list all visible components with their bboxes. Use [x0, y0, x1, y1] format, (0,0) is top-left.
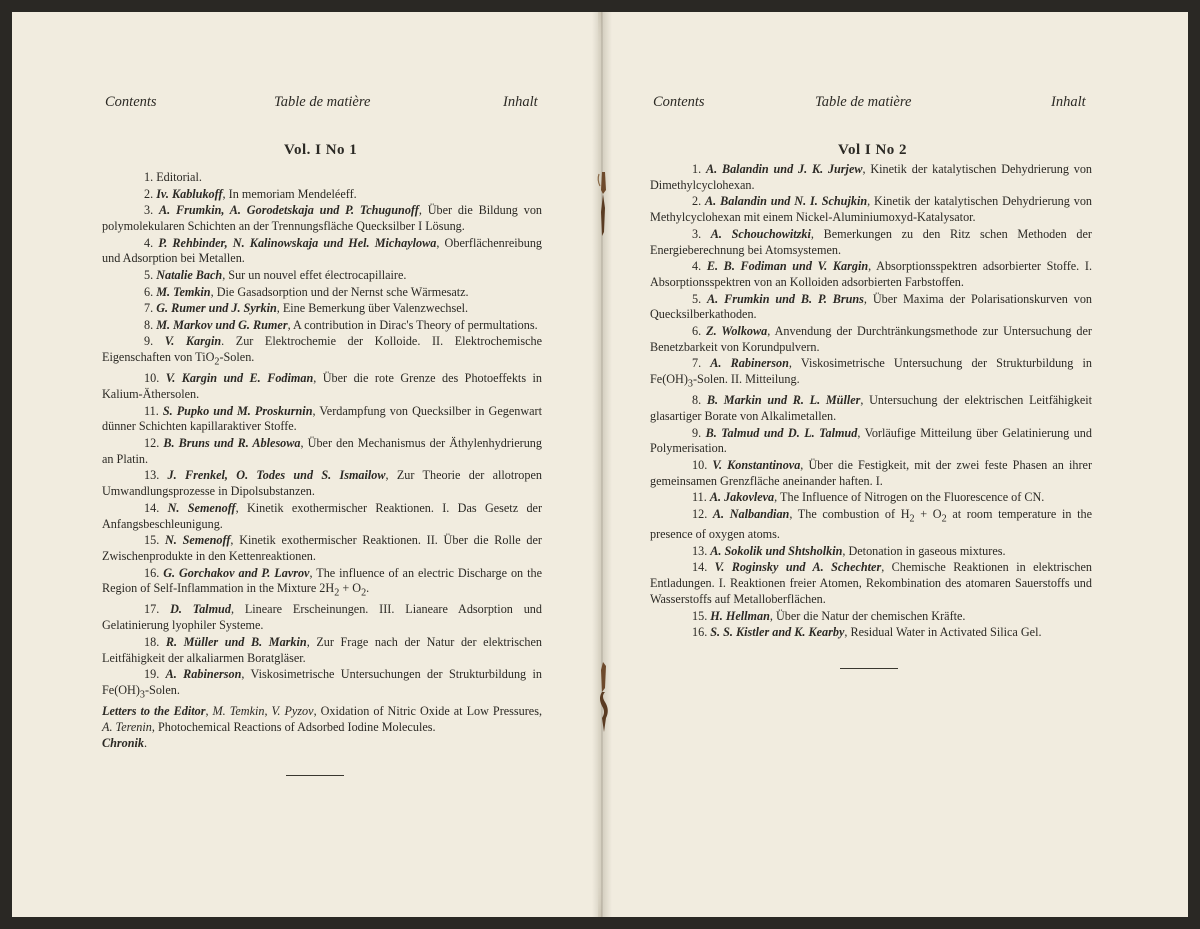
left-toc-entry: 8. M. Markov und G. Rumer, A contribution in Dirac's Theory of permultations. [144, 317, 538, 332]
right-toc-entry: 12. A. Nalbandian, The combustion of $H_2 + O_2$ at room temperature in the presence of oxygen atoms. [650, 506, 1093, 542]
right-toc-entry: 8. B. Markin und R. L. Müller, Untersuchung der elektrischen Leitfähigkeit glasartiger Borate von Alkalimetallen. [650, 393, 1093, 423]
left-header [12, 94, 598, 114]
right-toc-entry: 5. A. Frumkin und B. P. Bruns, Über Maxima der Polarisationskurven von Quecksilberkathoden. [650, 291, 1093, 322]
binding-gutter [592, 12, 612, 917]
right-toc-entry: 9. B. Talmud und D. L. Talmud, Vorläufige Mitteilung über Gelatinierung und Polymerisation. [650, 425, 1092, 456]
right-toc-entry: 10. V. Konstantinova, Über die Festigkeit, mit der zwei feste Phasen an ihrer gemeinsamen Grenzfläche aneinander haften. I. [650, 457, 1093, 488]
left-toc-entry: 17. D. Talmud, Lineare Erscheinungen. III. Lianeare Adsorption und Gelatinierung lyophiler Systeme. [102, 602, 542, 633]
left-page [12, 12, 598, 917]
left-toc-entry: 10. V. Kargin und E. Fodiman, Über die rote Grenze des Photoeffekts in Kalium-Äthersolen. [102, 371, 542, 401]
left-toc-entry: Letters to the Editor, M. Temkin, V. Pyzov, Oxidation of Nitric Oxide at Low Pressures, A. Terenin, Photochemical Reactions of Adsorbed Iodine Molecules. [102, 703, 543, 734]
staple-top-icon [596, 172, 612, 242]
left-toc-entry: Chronik. [102, 736, 148, 751]
right-toc [650, 162, 1092, 642]
right-header [602, 94, 1188, 114]
right-toc-entry: 3. A. Schouchowitzki, Bemerkungen zu den Ritz schen Methoden der Energieberechnung bei Atomsystemen. [650, 226, 1092, 257]
right-header-table-de-matiere: Table de matière [815, 94, 912, 110]
left-toc-entry: 3. A. Frumkin, A. Gorodetskaja und P. Tchugunoff, Über die Bildung von polymolekularen Schichten an der Trennungsfläche Quecksilber I Lösung. [102, 203, 543, 233]
left-toc-entry: 16. G. Gorchakov and P. Lavrov, The influence of an electric Discharge on the Region of Self-Inflammation in the Mixture $2H_2 + O_2$. [102, 565, 542, 599]
right-toc-entry: 6. Z. Wolkowa, Anvendung der Durchtränkungsmethode zur Untersuchung der Benetzbarkeit von Korundpulvern. [650, 323, 1092, 354]
left-toc-entry: 15. N. Semenoff, Kinetik exothermischer Reaktionen. II. Über die Rolle der Zwischenprodukte in den Kettenreaktionen. [102, 533, 542, 563]
left-toc-entry: 9. V. Kargin. Zur Elektrochemie der Kolloide. II. Elektrochemische Eigenschaften von TiO$_2$-Solen. [102, 334, 543, 368]
left-toc-entry: 6. M. Temkin, Die Gasadsorption und der Nernst sche Wärmesatz. [144, 284, 469, 299]
left-toc-entry: 18. R. Müller und B. Markin, Zur Frage nach der Natur der elektrischen Leitfähigkeit der alkaliarmen Boratgläser. [102, 634, 542, 665]
left-toc-entry: 14. N. Semenoff, Kinetik exothermischer Reaktionen. I. Das Gesetz der Anfangsbeschleunigung. [102, 500, 543, 531]
right-toc-entry: 15. H. Hellman, Über die Natur der chemischen Kräfte. [692, 608, 966, 623]
right-header-contents: Contents [653, 94, 705, 110]
right-toc-entry: 13. A. Sokolik und Shtsholkin, Detonation in gaseous mixtures. [692, 543, 1006, 558]
left-header-table-de-matiere: Table de matière [274, 94, 371, 110]
right-toc-entry: 2. A. Balandin und N. I. Schujkin, Kinetik der katalytischen Dehydrierung von Methylcyclohexan mit einem Nickel-Aluminiumoxyd-Katalysator. [650, 194, 1093, 225]
right-toc-entry: 7. A. Rabinerson, Viskosimetrische Untersuchung der Strukturbildung in $Fe(OH)_3$-Solen. II. Mitteilung. [650, 356, 1092, 390]
left-header-inhalt: Inhalt [503, 94, 538, 110]
right-toc-entry: 11. A. Jakovleva, The Influence of Nitrogen on the Fluorescence of CN. [692, 490, 1045, 505]
left-toc-entry: 19. A. Rabinerson, Viskosimetrische Untersuchungen der Strukturbildung in $Fe(OH)_3$-Solen. [102, 667, 542, 701]
staple-bottom-icon [596, 662, 612, 734]
right-header-inhalt: Inhalt [1051, 94, 1086, 110]
left-header-contents: Contents [105, 94, 157, 110]
right-toc-entry: 14. V. Roginsky und A. Schechter, Chemische Reaktionen in elektrischen Entladungen. I. Reaktionen freier Atomen, Rekombination des atomaren Sauerstoffs und Wasserstoffs auf Metalloberflächen. [650, 560, 1092, 606]
left-toc-entry: 13. J. Frenkel, O. Todes und S. Ismailow, Zur Theorie der allotropen Umwandlungsprozesse in Dipolsubstanzen. [102, 468, 542, 499]
left-separator [286, 775, 344, 776]
left-toc-entry: 5. Natalie Bach, Sur un nouvel effet électrocapillaire. [144, 267, 407, 282]
right-page [602, 12, 1188, 917]
right-toc-entry: 1. A. Balandin und J. K. Jurjew, Kinetik der katalytischen Dehydrierung von Dimethylcyclohexan. [650, 162, 1093, 192]
right-toc-entry: 16. S. S. Kistler and K. Kearby, Residual Water in Activated Silica Gel. [692, 625, 1042, 640]
right-separator [840, 668, 898, 669]
book-spread [12, 12, 1188, 917]
left-toc-entry: 2. Iv. Kablukoff, In memoriam Mendeléeff. [144, 186, 357, 201]
left-toc-entry: 1. Editorial. [144, 170, 202, 184]
left-toc-entry: 7. G. Rumer und J. Syrkin, Eine Bemerkung über Valenzwechsel. [144, 301, 469, 316]
left-volume-title: Vol. I No 1 [284, 142, 358, 158]
left-toc-entry: 11. S. Pupko und M. Proskurnin, Verdampfung von Quecksilber in Gegenwart dünner Schichten kapillaraktiver Stoffe. [102, 403, 542, 434]
right-volume-title: Vol I No 2 [838, 142, 908, 158]
left-toc-entry: 4. P. Rehbinder, N. Kalinowskaja und Hel. Michaylowa, Oberflächenreibung und Adsorption bei Metallen. [102, 235, 543, 266]
left-toc [102, 170, 542, 753]
right-toc-entry: 4. E. B. Fodiman und V. Kargin, Absorptionsspektren adsorbierter Stoffe. I. Absorptionsspektren von an Kolloiden adsorbierten Farbstoffen. [650, 259, 1092, 289]
left-toc-entry: 12. B. Bruns und R. Ablesowa, Über den Mechanismus der Äthylenhydrierung an Platin. [102, 435, 542, 466]
